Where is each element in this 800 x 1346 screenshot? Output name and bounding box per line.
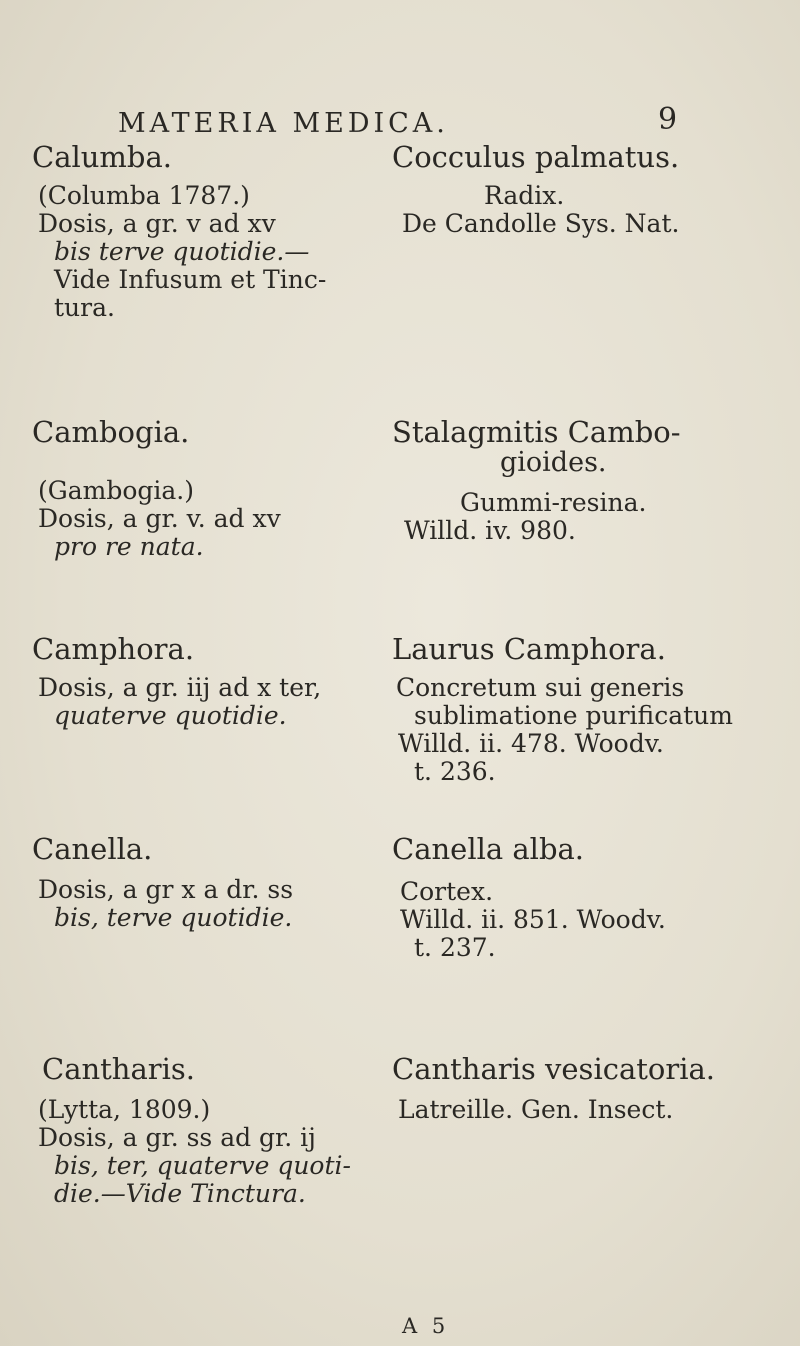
entry-heading: Cambogia. (32, 415, 190, 449)
entry-cantharis-vesicatoria-right (392, 1052, 792, 1124)
entry-line: De Candolle Sys. Nat. (402, 209, 680, 238)
entry-line: Willd. ii. 851. Woodv. (400, 905, 666, 934)
entry-heading: Canella. (32, 832, 153, 866)
entry-heading: Camphora. (32, 632, 195, 666)
entry-cocculus-right (392, 140, 792, 238)
entry-line: bis, ter, quaterve quoti- (54, 1151, 351, 1180)
entry-line: Latreille. Gen. Insect. (398, 1095, 674, 1124)
entry-heading: Stalagmitis Cambo- (392, 415, 681, 449)
entry-line: Dosis, a gr x a dr. ss (38, 875, 294, 904)
entry-stalagmitis-right (392, 415, 792, 545)
entry-laurus-right (392, 632, 792, 786)
entry-canella-left (32, 832, 372, 932)
entry-line: t. 237. (414, 933, 496, 962)
page-number: 9 (658, 102, 678, 137)
entry-line: Gummi-resina. (460, 488, 647, 517)
entry-line: bis, terve quotidie. (54, 903, 293, 932)
entry-line: t. 236. (414, 757, 496, 786)
entry-cambogia-left (32, 415, 372, 561)
entry-line: Willd. iv. 980. (404, 516, 576, 545)
entry-line: tura. (54, 293, 115, 322)
entry-line: gioides. (500, 447, 607, 478)
entry-heading: Cantharis vesicatoria. (392, 1052, 716, 1086)
entry-line: Concretum sui generis (396, 673, 685, 702)
entry-camphora-left (32, 632, 372, 730)
entry-line: Dosis, a gr. ss ad gr. ij (38, 1123, 316, 1152)
entry-line: bis terve quotidie.— (54, 237, 310, 266)
entry-heading: Calumba. (32, 140, 173, 174)
entry-heading: Canella alba. (392, 832, 585, 866)
entry-line: Radix. (484, 181, 565, 210)
entry-cantharis-left (32, 1052, 372, 1208)
entry-calumba-left (32, 140, 372, 322)
entry-line: Cortex. (400, 877, 494, 906)
entry-heading: Cocculus palmatus. (392, 140, 680, 174)
entry-line: pro re nata. (54, 532, 204, 561)
entry-line: Dosis, a gr. v ad xv (38, 209, 276, 238)
entry-line: Dosis, a gr. iij ad x ter, (38, 673, 322, 702)
entry-line: Vide Infusum et Tinc- (54, 265, 327, 294)
header-title: MATERIA MEDICA. (118, 108, 449, 139)
entry-line: sublimatione purificatum (414, 701, 733, 730)
signature-mark: A 5 (402, 1314, 450, 1338)
entry-canella-alba-right (392, 832, 792, 962)
entry-line: quaterve quotidie. (54, 701, 287, 730)
entry-line: Dosis, a gr. v. ad xv (38, 504, 281, 533)
entry-line: (Lytta, 1809.) (38, 1095, 211, 1124)
entry-line: Willd. ii. 478. Woodv. (398, 729, 664, 758)
entry-heading: Cantharis. (42, 1052, 196, 1086)
entry-line: die.—Vide Tinctura. (54, 1179, 306, 1208)
entry-heading: Laurus Camphora. (392, 632, 666, 666)
entry-line: (Columba 1787.) (38, 181, 250, 210)
entry-line: (Gambogia.) (38, 476, 194, 505)
